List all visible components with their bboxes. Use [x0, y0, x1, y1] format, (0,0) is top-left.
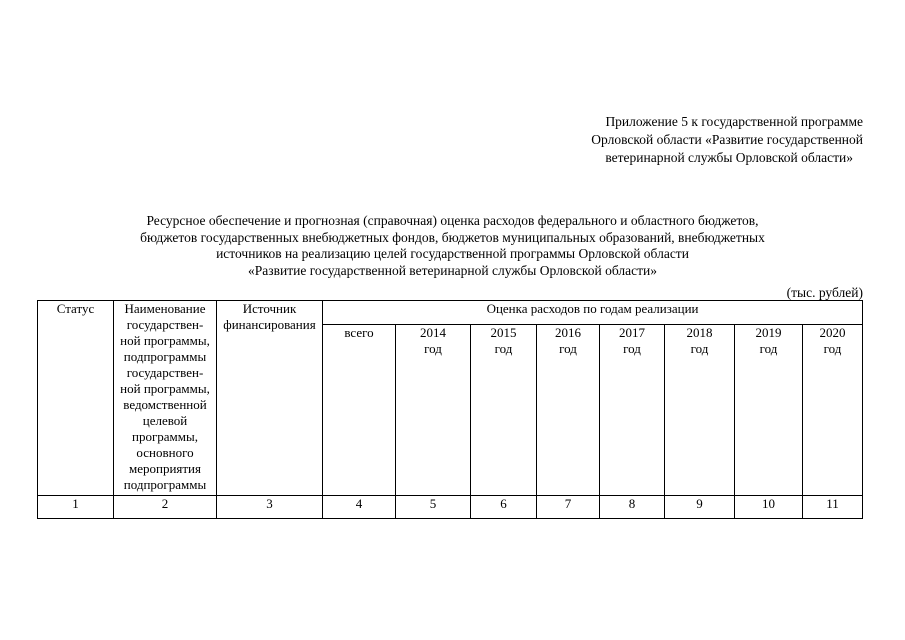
- year-value: 2018: [686, 325, 713, 340]
- name-header-line: целевой: [142, 413, 188, 428]
- name-header-line: ной программы,: [120, 381, 210, 396]
- year-header-2014: [396, 325, 471, 496]
- title-line-4: «Развитие государственной ветеринарной службы Орловской области»: [248, 262, 657, 278]
- total-header: всего: [323, 325, 396, 496]
- column-number: 8: [600, 496, 665, 519]
- appendix-line-3: ветеринарной службы Орловской области»: [605, 150, 853, 165]
- units-label: (тыс. рублей): [786, 285, 863, 300]
- status-header: Статус: [38, 301, 114, 496]
- column-number: 6: [471, 496, 537, 519]
- year-unit: год: [494, 341, 513, 356]
- column-number: 5: [396, 496, 471, 519]
- year-value: 2014: [420, 325, 446, 340]
- year-value: 2015: [490, 325, 517, 340]
- header-row-1: [38, 301, 863, 325]
- column-number: 11: [803, 496, 863, 519]
- column-number-row: [38, 496, 863, 519]
- name-header-line: мероприятия: [128, 461, 201, 476]
- name-header-line: Наименование: [124, 301, 206, 316]
- title-line-1: Ресурсное обеспечение и прогнозная (справочная) оценка расходов федерального и областного бюджетов,: [146, 213, 759, 228]
- name-header-line: ной программы,: [120, 333, 210, 348]
- name-header-line: подпрограммы: [123, 349, 207, 364]
- name-header-line: государствен-: [126, 365, 204, 380]
- year-header-2019: [735, 325, 803, 496]
- year-unit: год: [823, 341, 842, 356]
- year-value: 2017: [619, 325, 645, 340]
- name-header: [114, 301, 217, 496]
- year-value: 2019: [755, 325, 782, 340]
- year-unit: год: [759, 341, 778, 356]
- column-number: 3: [217, 496, 323, 519]
- source-header-line: финансирования: [223, 317, 316, 332]
- estimate-header: Оценка расходов по годам реализации: [323, 301, 863, 325]
- appendix-line-2: Орловской области «Развитие государственной: [591, 132, 863, 147]
- column-number: 10: [735, 496, 803, 519]
- name-header-line: подпрограммы: [123, 477, 207, 492]
- name-header-line: государствен-: [126, 317, 204, 332]
- name-header-line: ведомственной: [123, 397, 207, 412]
- year-unit: год: [623, 341, 641, 356]
- year-unit: год: [690, 341, 709, 356]
- year-header-2020: [803, 325, 863, 496]
- year-header-2017: [600, 325, 665, 496]
- budget-table: [37, 300, 863, 519]
- source-header: [217, 301, 323, 496]
- column-number: 1: [38, 496, 114, 519]
- source-header-line: Источник: [242, 301, 297, 316]
- year-unit: год: [424, 341, 442, 356]
- year-header-2016: [537, 325, 600, 496]
- year-header-2015: [471, 325, 537, 496]
- document-title: [90, 213, 815, 279]
- year-value: 2016: [555, 325, 581, 340]
- name-header-line: основного: [136, 445, 194, 460]
- title-line-2: бюджетов государственных внебюджетных фондов, бюджетов муниципальных образований, внебюджетных: [140, 229, 765, 245]
- year-unit: год: [559, 341, 577, 356]
- name-header-line: программы,: [132, 429, 198, 444]
- appendix-line-1: Приложение 5 к государственной программе: [605, 114, 863, 129]
- title-line-3: источников на реализацию целей государственной программы Орловской области: [216, 246, 689, 261]
- year-value: 2020: [819, 325, 846, 340]
- column-number: 4: [323, 496, 396, 519]
- column-number: 9: [665, 496, 735, 519]
- column-number: 7: [537, 496, 600, 519]
- appendix-note: [543, 113, 863, 167]
- column-number: 2: [114, 496, 217, 519]
- year-header-2018: [665, 325, 735, 496]
